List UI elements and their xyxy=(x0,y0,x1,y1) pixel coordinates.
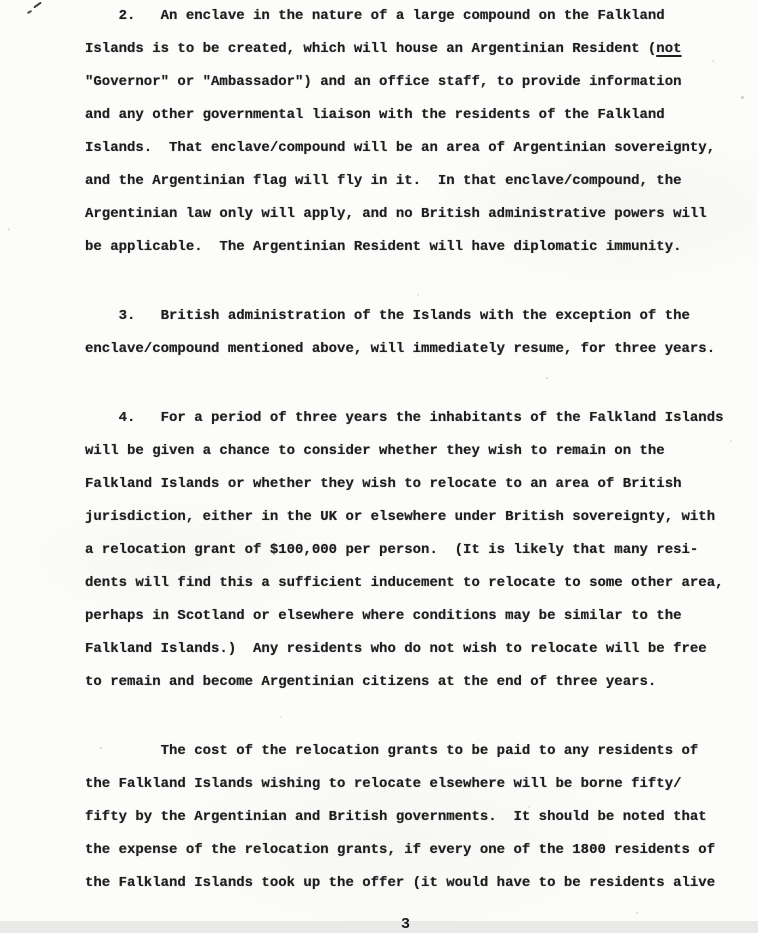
scan-speck xyxy=(528,806,530,808)
scan-speck xyxy=(417,294,419,296)
pen-stroke xyxy=(33,2,42,9)
text-segment: Islands is to be created, which will house an Argentinian Resident ( xyxy=(85,41,657,57)
paragraph-4 xyxy=(85,402,740,699)
text-line: perhaps in Scotland or elsewhere where conditions may be similar to the xyxy=(85,608,682,624)
scan-speck xyxy=(741,96,744,99)
text-line: enclave/compound mentioned above, will immediately resume, for three years. xyxy=(85,341,716,357)
text-line: 4. For a period of three years the inhabitants of the Falkland Islands xyxy=(85,410,724,426)
paragraph-5 xyxy=(85,735,740,900)
text-line: will be given a chance to consider whether they wish to remain on the xyxy=(85,443,665,459)
text-line: a relocation grant of $100,000 per person. (It is likely that many resi- xyxy=(85,542,699,558)
page-number-partial xyxy=(401,915,415,933)
pen-stroke xyxy=(27,10,32,14)
text-line: and the Argentinian flag will fly in it. In that enclave/compound, the xyxy=(85,173,682,189)
text-line: Falkland Islands or whether they wish to relocate to an area of British xyxy=(85,476,682,492)
text-line: be applicable. The Argentinian Resident will have diplomatic immunity. xyxy=(85,239,682,255)
text-line: the Falkland Islands took up the offer (it would have to be residents alive xyxy=(85,875,716,891)
text-line: 2. An enclave in the nature of a large compound on the Falkland xyxy=(85,8,665,24)
scan-speck xyxy=(636,912,638,914)
scan-speck xyxy=(730,440,732,442)
text-line xyxy=(85,33,740,66)
underlined-word: not xyxy=(656,41,682,57)
text-line: to remain and become Argentinian citizens at the end of three years. xyxy=(85,674,657,690)
text-line: Argentinian law only will apply, and no British administrative powers will xyxy=(85,206,707,222)
scan-speck xyxy=(712,60,714,62)
text-line: "Governor" or "Ambassador") and an office staff, to provide information xyxy=(85,74,682,90)
text-line: 3. British administration of the Islands with the exception of the xyxy=(85,308,690,324)
page-number-digit: 3 xyxy=(401,916,411,933)
text-line: jurisdiction, either in the UK or elsewhere under British sovereignty, with xyxy=(85,509,716,525)
paragraph-2 xyxy=(85,0,740,264)
scan-speck xyxy=(546,377,548,379)
text-line: fifty by the Argentinian and British governments. It should be noted that xyxy=(85,809,707,825)
text-line: the expense of the relocation grants, if every one of the 1800 residents of xyxy=(85,842,716,858)
text-line: Falkland Islands.) Any residents who do not wish to relocate will be free xyxy=(85,641,707,657)
text-line: the Falkland Islands wishing to relocate elsewhere will be borne fifty/ xyxy=(85,776,682,792)
scan-speck xyxy=(100,747,102,749)
text-line: Islands. That enclave/compound will be an area of Argentinian sovereignty, xyxy=(85,140,716,156)
paragraph-3 xyxy=(85,300,740,366)
handwritten-tick-mark xyxy=(24,2,44,20)
document-body xyxy=(85,0,740,900)
text-line: The cost of the relocation grants to be paid to any residents of xyxy=(85,743,699,759)
text-line: and any other governmental liaison with the residents of the Falkland xyxy=(85,107,665,123)
scan-speck xyxy=(280,716,282,718)
text-line: dents will find this a sufficient inducement to relocate to some other area, xyxy=(85,575,724,591)
scan-speck xyxy=(8,228,10,231)
